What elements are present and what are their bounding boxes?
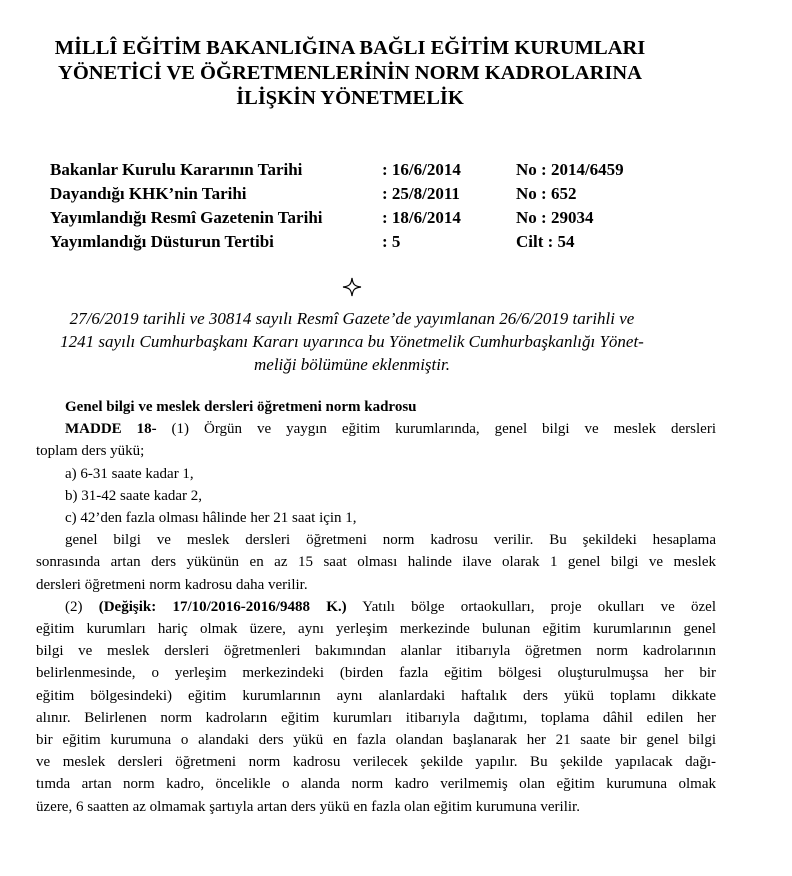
note-line-1: 27/6/2019 tarihli ve 30814 sayılı Resmî Gazete’de yayımlanan 26/6/2019 tarihli ve — [69, 309, 635, 328]
paragraph-line: eğitim kurumları hariç olmak üzere, aynı yerleşim merkezinde bulunan eğitim kurumlarının genel — [36, 621, 716, 638]
meta-value: : 16/6/2014 — [382, 160, 461, 179]
paragraph-line: tımda artan norm kadro, öncelikle o alanda norm kadro verilmemiş olan eğitim kurumuna olmak — [36, 776, 716, 793]
amendment-note — [0, 307, 704, 376]
four-point-star-icon — [341, 276, 363, 298]
title-line-3: İLİŞKİN YÖNETMELİK — [236, 87, 464, 109]
paragraph-number: (2) — [65, 598, 99, 615]
paragraph-line: genel bilgi ve meslek dersleri öğretmeni norm kadrosu verilir. Bu şekildeki hesaplama — [65, 532, 716, 549]
article-label: MADDE 18- — [65, 421, 157, 438]
section-heading: Genel bilgi ve meslek dersleri öğretmeni norm kadrosu — [65, 399, 417, 415]
meta-label: Bakanlar Kurulu Kararının Tarihi — [50, 160, 303, 179]
meta-label: Yayımlandığı Resmî Gazetenin Tarihi — [50, 208, 323, 227]
meta-value: : 18/6/2014 — [382, 208, 461, 227]
paragraph-line: dersleri öğretmeni norm kadrosu daha verilir. — [36, 576, 308, 593]
paragraph-line: üzere, 6 saatten az olmamak şartıyla artan ders yükü en fazla olan eğitim kurumuna verilir. — [36, 798, 580, 815]
meta-ref: Cilt : 54 — [516, 232, 575, 251]
article-body — [36, 396, 716, 818]
meta-value: : 25/8/2011 — [382, 184, 460, 203]
amendment-tag: (Değişik: 17/10/2016-2016/9488 K.) — [98, 598, 347, 615]
paragraph-line: bilgi ve meslek dersleri öğretmenleri bakımından alanlar itibarıyla öğretmen norm kadrolarının — [36, 643, 716, 660]
paragraph-line — [36, 596, 716, 618]
paragraph-line: sonrasında artan ders yükünün en az 15 saat olması halinde ilave olarak 1 genel bilgi ve meslek — [36, 554, 716, 571]
meta-ref: No : 2014/6459 — [516, 160, 624, 179]
paragraph-line: toplam ders yükü; — [36, 443, 145, 460]
meta-label: Yayımlandığı Düsturun Tertibi — [50, 232, 274, 251]
paragraph-line: ve meslek dersleri öğretmeni norm kadrosu verilecek şekilde yapılır. Bu şekilde yapılacak dağı- — [36, 754, 716, 771]
meta-label: Dayandığı KHK’nin Tarihi — [50, 184, 247, 203]
paragraph-text: (1) Örgün ve yaygın eğitim kurumlarında, genel bilgi ve meslek dersleri — [156, 421, 717, 438]
list-item: b) 31-42 saate kadar 2, — [65, 487, 203, 504]
meta-ref: No : 29034 — [516, 208, 594, 227]
paragraph-line: bir eğitim kurumuna o alandaki ders yükü en fazla olandan başlanarak her 21 saate bir genel bilgi — [36, 732, 716, 749]
note-line-3: meliği bölümüne eklenmiştir. — [254, 355, 450, 374]
title-line-2: YÖNETİCİ VE ÖĞRETMENLERİNİN NORM KADROLARINA — [58, 62, 642, 84]
note-line-2: 1241 sayılı Cumhurbaşkanı Kararı uyarınca bu Yönetmelik Cumhurbaşkanlığı Yönet- — [60, 332, 644, 351]
paragraph-line: eğitim bölgesindeki) eğitim kurumlarının aynı alanlardaki haftalık ders yükü toplamı dikkate — [36, 687, 716, 704]
meta-ref: No : 652 — [516, 184, 577, 203]
list-item: c) 42’den fazla olması hâlinde her 21 saat için 1, — [65, 510, 357, 527]
list-item: a) 6-31 saate kadar 1, — [65, 465, 194, 482]
paragraph-line: belirlenmesinde, o yerleşim merkezindeki (birden fazla eğitim bölgesi oluşturulmuşsa her bir — [36, 665, 716, 682]
paragraph-line: alınır. Belirlenen norm kadroların eğitim kurumları itibarıyla dağıtımı, toplama dâhil edilen her — [36, 709, 716, 726]
title-line-1: MİLLÎ EĞİTİM BAKANLIĞINA BAĞLI EĞİTİM KURUMLARI — [54, 37, 646, 59]
paragraph-line — [36, 418, 716, 440]
document-title — [0, 36, 700, 111]
paragraph-text: Yatılı bölge ortaokulları, proje okulları ve özel — [346, 598, 716, 615]
meta-value: : 5 — [382, 232, 401, 251]
